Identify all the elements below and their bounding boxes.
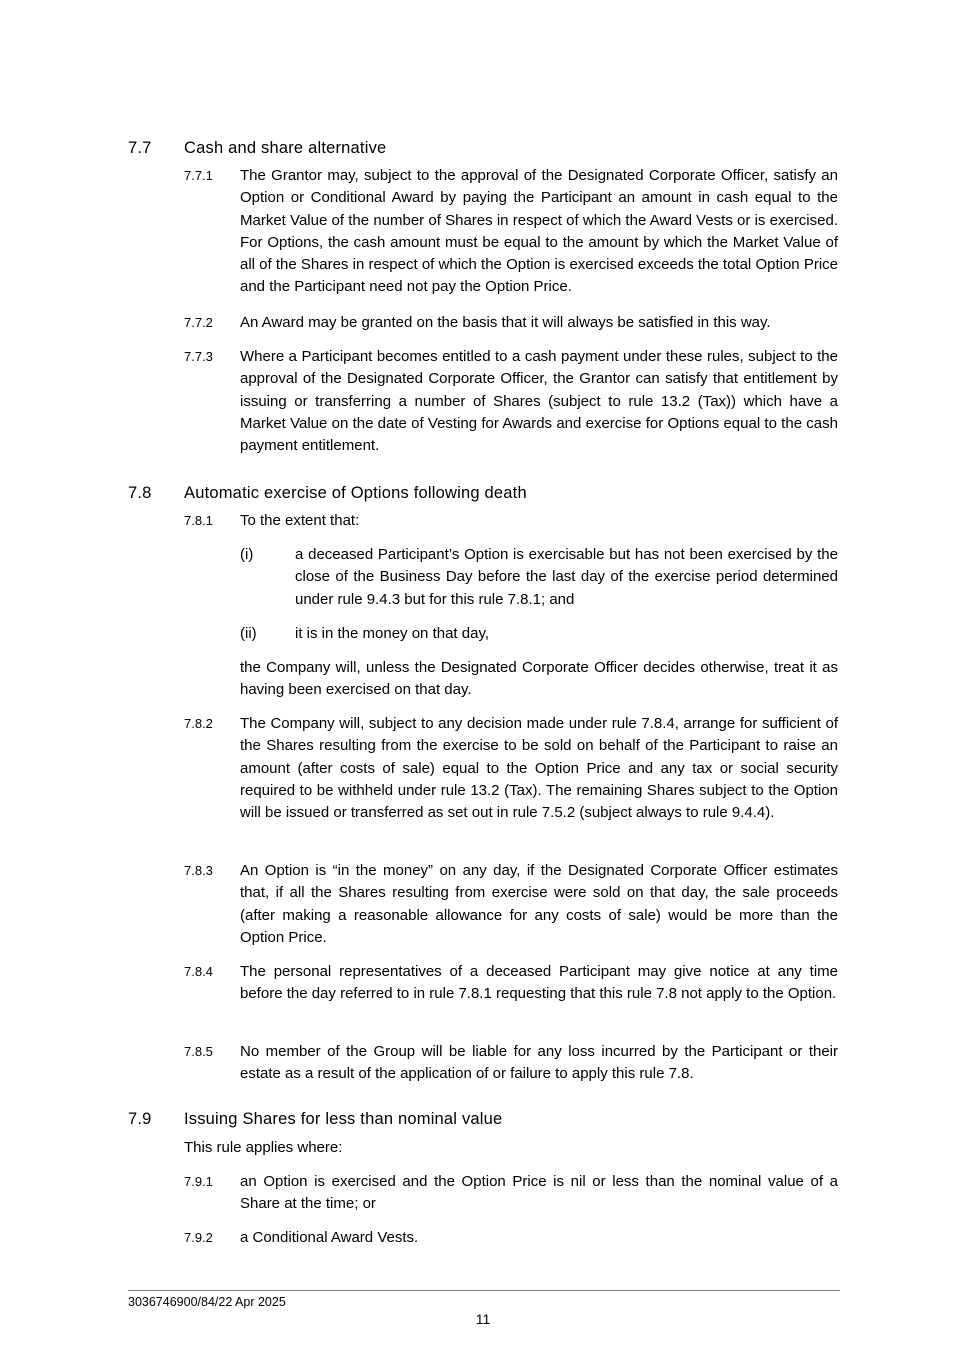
subsection-text: The Company will, subject to any decision made under rule 7.8.4, arrange for sufficient of the Shares resulting from the exercise to be sold on behalf of the Participant to raise an amount (after costs of sale) equal to the Option Price and any tax or social security required to be withheld under rule 13.2 (Tax). The remaining Shares subject to the Option will be issued or transferred as set out in rule 7.5.2 (subject always to rule 9.4.4). <box>240 715 838 822</box>
list-item-i <box>240 544 838 611</box>
page-number: 11 <box>475 1311 491 1327</box>
list-item-ii <box>240 623 838 645</box>
subsection-text: a Conditional Award Vests. <box>240 1229 419 1246</box>
subsection-7-7-2 <box>184 312 838 334</box>
subsection-text: An Option is “in the money” on any day, if the Designated Corporate Officer estimates that, if all the Shares resulting from exercise were sold on that day, the sale proceeds (after making a reasonable allowance for any costs of sale) would be more than the Option Price. <box>240 862 838 946</box>
subsection-7-8-2 <box>184 713 838 824</box>
subsection-number: 7.8.1 <box>184 513 213 528</box>
item-text: a deceased Participant’s Option is exercisable but has not been exercised by the close of the Business Day before the last day of the exercise period determined under rule 9.4.3 but for this rule 7.8.1; and <box>295 546 838 608</box>
section-intro-text: This rule applies where: <box>184 1139 343 1156</box>
subsection-text: The personal representatives of a deceased Participant may give notice at any time before the day referred to in rule 7.8.1 requesting that this rule 7.8 not apply to the Option. <box>240 963 838 1003</box>
section-heading-7-7 <box>128 137 386 159</box>
section-title: Cash and share alternative <box>184 139 387 157</box>
section-title: Issuing Shares for less than nominal value <box>184 1110 503 1128</box>
footer-divider <box>128 1290 840 1291</box>
section-heading-7-9 <box>128 1108 502 1130</box>
subsection-text: Where a Participant becomes entitled to a cash payment under these rules, subject to the approval of the Designated Corporate Officer, the Grantor can satisfy that entitlement by issuing or transferring a number of Shares (subject to rule 13.2 (Tax)) which have a Market Value on the date of Vesting for Awards and exercise for Options equal to the cash payment entitlement. <box>240 348 838 455</box>
item-number: (i) <box>240 546 254 563</box>
subsection-7-7-1 <box>184 165 838 299</box>
subsection-7-8-3 <box>184 860 838 949</box>
subsection-text: To the extent that: <box>240 512 360 529</box>
subsection-7-8-1 <box>184 510 838 532</box>
subsection-number: 7.7.2 <box>184 315 213 330</box>
section-number: 7.7 <box>128 139 152 157</box>
subsection-7-9-2 <box>184 1227 838 1249</box>
section-number: 7.8 <box>128 484 152 502</box>
subsection-number: 7.9.1 <box>184 1174 213 1189</box>
item-text: it is in the money on that day, <box>295 625 489 642</box>
subsection-text: an Option is exercised and the Option Price is nil or less than the nominal value of a Share at the time; or <box>240 1173 838 1213</box>
subsection-number: 7.8.4 <box>184 964 213 979</box>
subsection-7-9-1 <box>184 1171 838 1216</box>
footer-document-reference: 3036746900/84/22 Apr 2025 <box>128 1295 286 1309</box>
subsection-number: 7.8.3 <box>184 863 213 878</box>
subsection-text: No member of the Group will be liable for any loss incurred by the Participant or their estate as a result of the application of or failure to apply this rule 7.8. <box>240 1043 838 1083</box>
item-number: (ii) <box>240 625 257 642</box>
subsection-number: 7.7.1 <box>184 168 213 183</box>
subsection-number: 7.7.3 <box>184 349 213 364</box>
subsection-7-8-5 <box>184 1041 838 1086</box>
subsection-text: An Award may be granted on the basis that it will always be satisfied in this way. <box>240 314 771 331</box>
section-number: 7.9 <box>128 1110 152 1128</box>
subsection-number: 7.8.2 <box>184 716 213 731</box>
section-title: Automatic exercise of Options following death <box>184 484 527 502</box>
subsection-number: 7.9.2 <box>184 1230 213 1245</box>
subsection-text: The Grantor may, subject to the approval of the Designated Corporate Officer, satisfy an Option or Conditional Award by paying the Participant an amount in cash equal to the Market Value of the number of Shares in respect of which the Award Vests or is exercised. For Options, the cash amount must be equal to the amount by which the Market Value of all of the Shares in respect of which the Option is exercised exceeds the total Option Price and the Participant need not pay the Option Price. <box>240 167 838 296</box>
section-heading-7-8 <box>128 482 527 504</box>
subsection-7-7-3 <box>184 346 838 457</box>
subsection-number: 7.8.5 <box>184 1044 213 1059</box>
subsection-7-8-4 <box>184 961 838 1006</box>
subsection-closing-text: the Company will, unless the Designated Corporate Officer decides otherwise, treat it as having been exercised on that day. <box>240 659 838 699</box>
